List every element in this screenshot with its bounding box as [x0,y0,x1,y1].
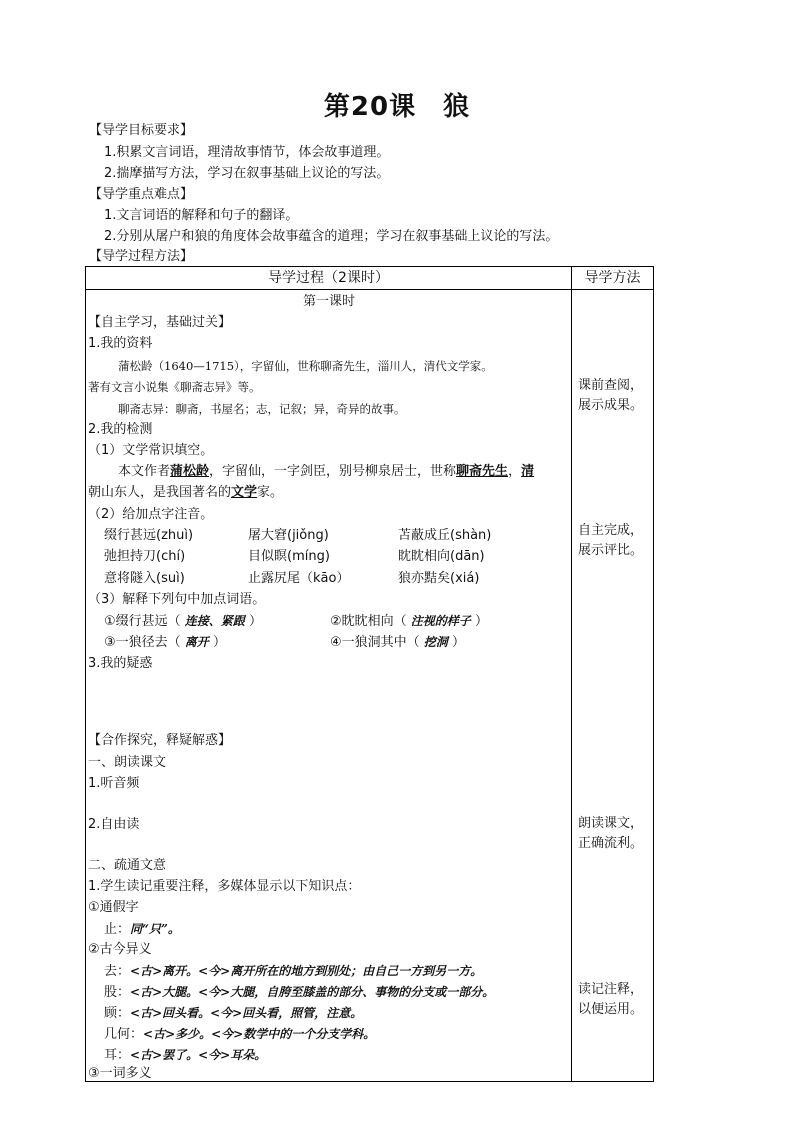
pinyin-item: 苫蔽成丘(shàn) [398,528,492,543]
coop-meaning-1: 1.学生读记重要注释，多媒体显示以下知识点： [88,879,361,894]
explain-answer-2: 注视的样子 [410,614,471,628]
explain-item-4 [330,633,465,652]
guide-table [85,266,654,1082]
coop-read-2: 2.自由读 [88,817,140,832]
test-q1-line2 [88,484,283,502]
self-study-heading: 【自主学习，基础过关】 [88,315,232,330]
explain-item-2 [330,612,488,631]
gujin-item [104,962,482,981]
section-my-doubts: 3.我的疑惑 [88,656,153,671]
coop-heading: 【合作探究，释疑解惑】 [88,733,232,748]
key-item-2: 2.分别从屠户和狼的角度体会故事蕴含的道理；学习在叙事基础上议论的写法。 [104,229,559,244]
explain-item-3 [104,633,226,652]
explain-item-1 [104,612,262,631]
test-q1-line1 [118,463,534,481]
text: ③一狼径去（ [104,635,181,650]
info-para-2: 著有文言小说集《聊斋志异》等。 [88,380,261,394]
definition: <古>罢了。<今>耳朵。 [130,1048,267,1062]
definition: 同“只”。 [130,922,180,936]
test-q2: （2）给加点字注音。 [88,507,214,522]
text: 本文作者 [118,464,171,479]
text: ， [508,464,522,479]
process-cell [86,290,572,1082]
method-note-4: 读记注释，以便运用。 [578,982,644,1017]
text: ） [451,635,465,650]
definition: <古>大腿。<今>大腿，自胯至膝盖的部分、事物的分支或一部分。 [130,985,495,999]
method-note-2: 自主完成，展示评比。 [578,523,644,558]
gujin-item [104,983,494,1002]
coop-read-1: 1.听音频 [88,776,140,791]
text: 顾： [104,1006,131,1021]
answer-literature: 文学 [231,485,258,500]
polysemy-heading: ③一词多义 [88,1066,152,1081]
pinyin-item: 眈眈相向(dān) [398,549,485,564]
gujin-heading: ②古今异义 [88,942,152,957]
text: 止： [104,922,131,937]
info-para-3: 聊斋志异：聊斋，书屋名；志，记叙；异，奇异的故事。 [118,402,406,416]
text: 朝山东人，是我国著名的 [88,485,232,500]
goal-heading: 【导学目标要求】 [89,123,194,138]
lesson-label: 第一课时 [302,294,355,309]
pinyin-item: 目似瞑(míng) [248,549,330,564]
col-header-process: 导学过程（2课时） [86,267,572,290]
method-note-3: 朗读课文，正确流利。 [578,816,644,851]
test-q3: （3）解释下列句中加点词语。 [88,592,266,607]
section-my-test: 2.我的检测 [88,422,153,437]
text: ①缀行甚远（ [104,614,181,629]
tongjia-item [104,920,180,939]
answer-dynasty: 清 [521,464,535,479]
coop-meaning-heading: 二、疏通文意 [88,858,167,873]
goal-item-1: 1.积累文言词语，理清故事情节，体会故事道理。 [104,145,390,160]
page-title: 第20课 狼 [323,92,471,122]
explain-answer-1: 连接、紧跟 [184,614,245,628]
gujin-item [104,1025,375,1044]
tongjia-heading: ①通假字 [88,900,139,915]
definition: <古>回头看。<今>回头看，照管，注意。 [130,1006,363,1020]
explain-answer-4: 挖洞 [423,635,448,649]
gujin-item [104,1004,362,1023]
text: 耳： [104,1048,131,1063]
key-heading: 【导学重点难点】 [89,187,194,202]
text: 家。 [257,485,284,500]
text: 去： [104,964,131,979]
definition: <古>离开。<今>离开所在的地方到别处；由自己一方到另一方。 [130,964,483,978]
key-item-1: 1.文言词语的解释和句子的翻译。 [104,208,299,223]
text: ，字留仙，一字剑臣，别号柳泉居士，世称 [209,464,457,479]
section-my-info: 1.我的资料 [88,336,153,351]
coop-read-heading: 一、朗读课文 [88,755,167,770]
method-cell [572,290,654,1082]
text: ） [474,614,488,629]
definition: <古>多少。<今>数学中的一个分支学科。 [143,1027,376,1041]
pinyin-item: 止露尻尾（kāo） [248,571,350,586]
method-note-1: 课前查阅，展示成果。 [578,378,644,413]
text: 股： [104,985,131,1000]
process-heading: 【导学过程方法】 [89,249,194,264]
goal-item-2: 2.揣摩描写方法，学习在叙事基础上议论的写法。 [104,166,390,181]
text: 几何： [104,1027,144,1042]
text: ） [212,635,226,650]
pinyin-item: 屠大窘(jiǒng) [248,528,329,543]
test-q1: （1）文学常识填空。 [88,443,214,458]
text: ②眈眈相向（ [330,614,407,629]
text: ） [248,614,262,629]
col-header-method: 导学方法 [572,267,654,290]
info-para-1: 蒲松龄（1640—1715），字留仙，世称聊斋先生，淄川人，清代文学家。 [118,359,493,373]
pinyin-item: 意将隧入(suì) [104,571,185,586]
explain-answer-3: 离开 [184,635,209,649]
answer-title: 聊斋先生 [456,464,509,479]
pinyin-item: 狼亦黠矣(xiá) [398,571,480,586]
text: ④一狼洞其中（ [330,635,420,650]
pinyin-item: 弛担持刀(chí) [104,549,186,564]
answer-author: 蒲松龄 [170,464,210,479]
gujin-item [104,1046,266,1065]
pinyin-item: 缀行甚远(zhuì) [104,528,194,543]
